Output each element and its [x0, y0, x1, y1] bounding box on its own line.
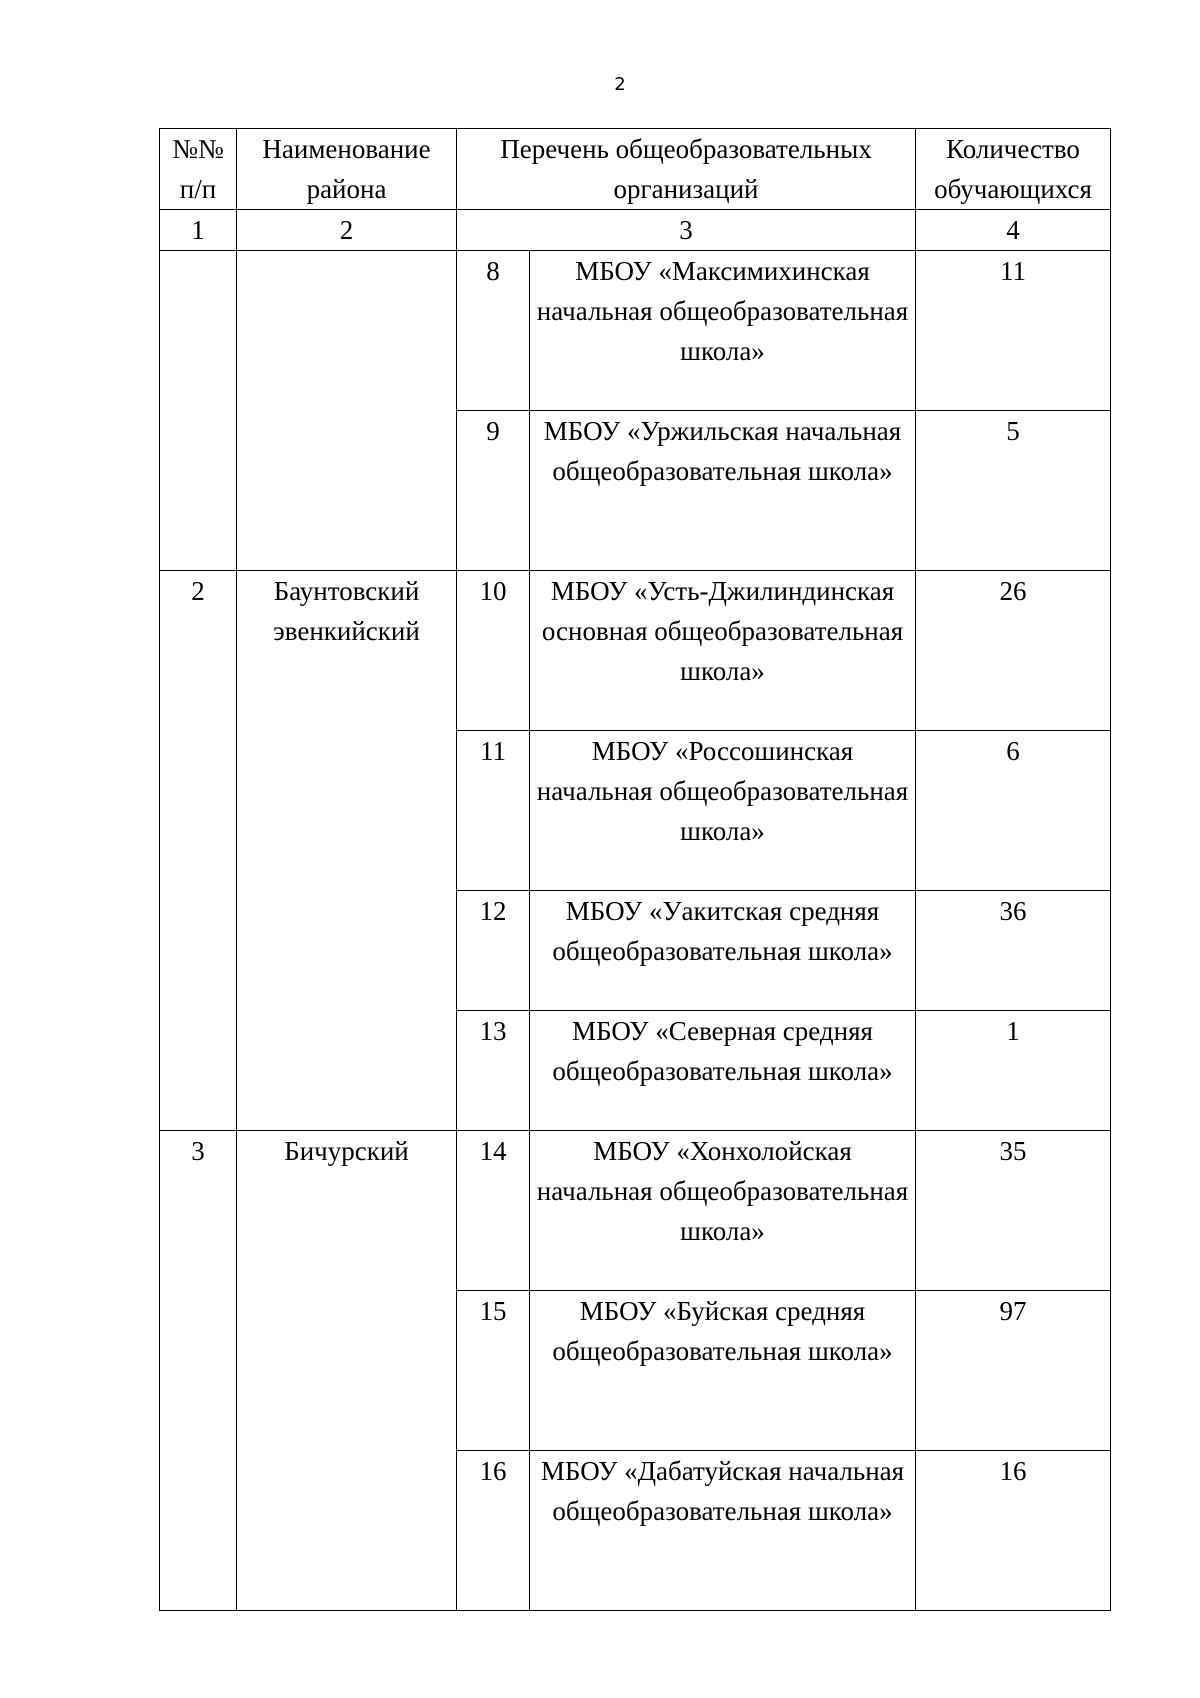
student-count: 16	[916, 1451, 1111, 1611]
org-name: МБОУ «Дабатуйская начальная общеобразовательная школа»	[530, 1451, 916, 1611]
student-count: 26	[916, 571, 1111, 731]
student-count: 6	[916, 731, 1111, 891]
org-name: МБОУ «Буйская средняя общеобразовательная школа»	[530, 1291, 916, 1451]
org-number: 8	[457, 251, 530, 411]
student-count: 11	[916, 251, 1111, 411]
org-number: 9	[457, 411, 530, 571]
district-name	[237, 251, 457, 571]
district-number: 2	[160, 571, 237, 1131]
column-number: 2	[237, 210, 457, 251]
student-count: 97	[916, 1291, 1111, 1451]
district-number	[160, 251, 237, 571]
header-students: Количество обучающихся	[916, 129, 1111, 210]
table-row	[160, 1131, 1111, 1291]
org-name: МБОУ «Северная средняя общеобразовательная школа»	[530, 1011, 916, 1131]
table-row	[160, 571, 1111, 731]
district-name: Баунтовский эвенкийский	[237, 571, 457, 1131]
column-number-row	[160, 210, 1111, 251]
org-number: 16	[457, 1451, 530, 1611]
org-name: МБОУ «Россошинская начальная общеобразовательная школа»	[530, 731, 916, 891]
org-number: 13	[457, 1011, 530, 1131]
org-number: 10	[457, 571, 530, 731]
student-count: 35	[916, 1131, 1111, 1291]
column-number: 4	[916, 210, 1111, 251]
org-number: 11	[457, 731, 530, 891]
header-district: Наименование района	[237, 129, 457, 210]
org-name: МБОУ «Хонхолойская начальная общеобразовательная школа»	[530, 1131, 916, 1291]
org-name: МБОУ «Усть-Джилиндинская основная общеобразовательная школа»	[530, 571, 916, 731]
table-row	[160, 251, 1111, 411]
org-name: МБОУ «Максимихинская начальная общеобразовательная школа»	[530, 251, 916, 411]
column-number: 3	[457, 210, 916, 251]
student-count: 36	[916, 891, 1111, 1011]
column-number: 1	[160, 210, 237, 251]
student-count: 1	[916, 1011, 1111, 1131]
org-name: МБОУ «Уржильская начальная общеобразовательная школа»	[530, 411, 916, 571]
district-number: 3	[160, 1131, 237, 1611]
org-name: МБОУ «Уакитская средняя общеобразовательная школа»	[530, 891, 916, 1011]
header-row	[160, 129, 1111, 210]
district-name: Бичурский	[237, 1131, 457, 1611]
student-count: 5	[916, 411, 1111, 571]
schools-table	[159, 128, 1111, 1611]
page-number: 2	[614, 74, 626, 95]
org-number: 14	[457, 1131, 530, 1291]
header-number: №№ п/п	[160, 129, 237, 210]
header-organizations: Перечень общеобразовательных организаций	[457, 129, 916, 210]
org-number: 15	[457, 1291, 530, 1451]
org-number: 12	[457, 891, 530, 1011]
